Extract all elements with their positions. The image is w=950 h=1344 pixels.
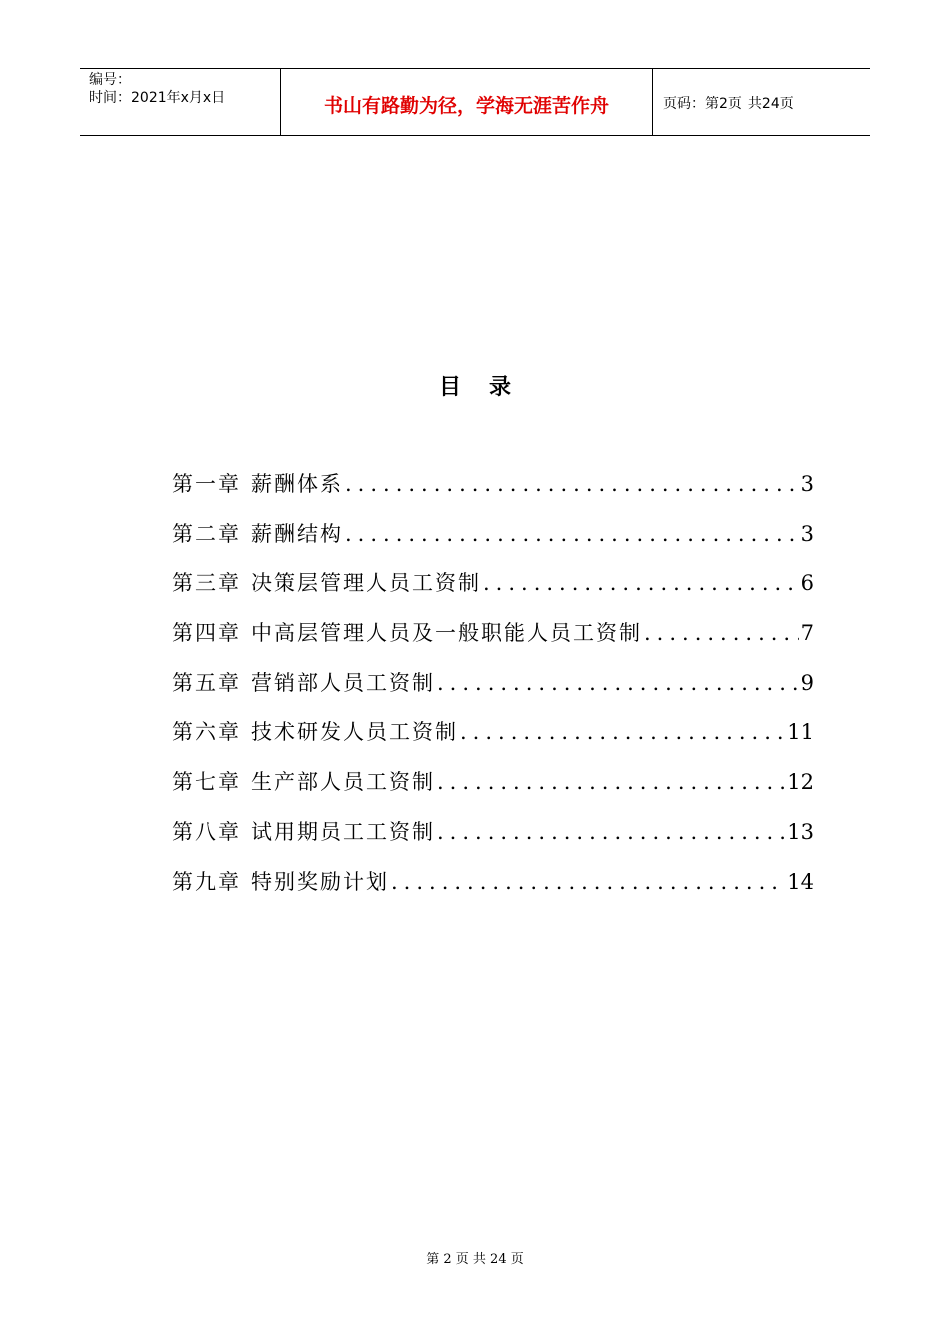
header-meta — [80, 69, 281, 135]
toc-chapter-title: 生产部人员工资制 — [251, 770, 435, 795]
toc-dot-leader — [345, 472, 799, 496]
toc-page-number: 12 — [787, 770, 814, 795]
table-of-contents — [172, 468, 814, 915]
toc-page-number: 7 — [800, 621, 814, 646]
toc-page-number: 9 — [800, 670, 814, 695]
toc-chapter-title: 特别奖励计划 — [251, 869, 389, 894]
toc-dot-leader — [345, 522, 799, 546]
toc-entry[interactable] — [172, 816, 814, 866]
toc-chapter-title: 营销部人员工资制 — [251, 670, 435, 695]
toc-chapter-number: 第五章 — [172, 670, 241, 695]
toc-dot-leader — [644, 621, 799, 645]
toc-dot-leader — [391, 870, 785, 894]
toc-entry[interactable] — [172, 617, 814, 667]
toc-entry[interactable] — [172, 716, 814, 766]
document-time-label: 时间：2021年x月x日 — [89, 90, 226, 106]
toc-dot-leader — [437, 820, 785, 844]
toc-chapter-number: 第九章 — [172, 869, 241, 894]
toc-dot-leader — [437, 770, 785, 794]
toc-entry[interactable] — [172, 567, 814, 617]
toc-page-number: 11 — [787, 720, 814, 745]
toc-chapter-title: 薪酬体系 — [251, 472, 343, 496]
toc-dot-leader — [437, 671, 799, 695]
toc-page-number: 13 — [787, 819, 814, 844]
toc-chapter-number: 第三章 — [172, 571, 241, 596]
toc-entry[interactable] — [172, 766, 814, 816]
toc-page-number: 6 — [800, 571, 814, 596]
toc-chapter-number: 第四章 — [172, 621, 241, 646]
toc-chapter-number: 第一章 — [172, 472, 241, 496]
header-motto: 书山有路勤为径，学海无涯苦作舟 — [281, 69, 653, 135]
page-header — [80, 68, 870, 136]
toc-title: 目录 — [438, 375, 539, 400]
toc-chapter-title: 中高层管理人员及一般职能人员工资制 — [251, 621, 642, 646]
toc-chapter-number: 第八章 — [172, 819, 241, 844]
header-page-total: 共24页 — [747, 96, 794, 112]
document-number-label: 编号： — [89, 72, 131, 88]
toc-chapter-title: 试用期员工工资制 — [251, 819, 435, 844]
toc-page-number: 3 — [800, 521, 814, 546]
toc-dot-leader — [460, 720, 785, 744]
toc-entry[interactable] — [172, 866, 814, 916]
toc-entry[interactable] — [172, 667, 814, 717]
toc-dot-leader — [483, 571, 799, 595]
toc-chapter-title: 技术研发人员工资制 — [251, 720, 458, 745]
toc-page-number: 3 — [800, 472, 814, 496]
toc-chapter-number: 第七章 — [172, 770, 241, 795]
toc-chapter-title: 薪酬结构 — [251, 521, 343, 546]
toc-chapter-number: 第二章 — [172, 521, 241, 546]
toc-chapter-title: 决策层管理人员工资制 — [251, 571, 481, 596]
toc-entry[interactable] — [172, 518, 814, 568]
toc-chapter-number: 第六章 — [172, 720, 241, 745]
toc-entry[interactable] — [172, 468, 814, 518]
toc-page-number: 14 — [787, 869, 814, 894]
header-page-number: 页码：第2页 — [663, 96, 742, 112]
page-footer: 第 2 页 共 24 页 — [426, 1252, 524, 1267]
header-page-info — [653, 69, 870, 135]
